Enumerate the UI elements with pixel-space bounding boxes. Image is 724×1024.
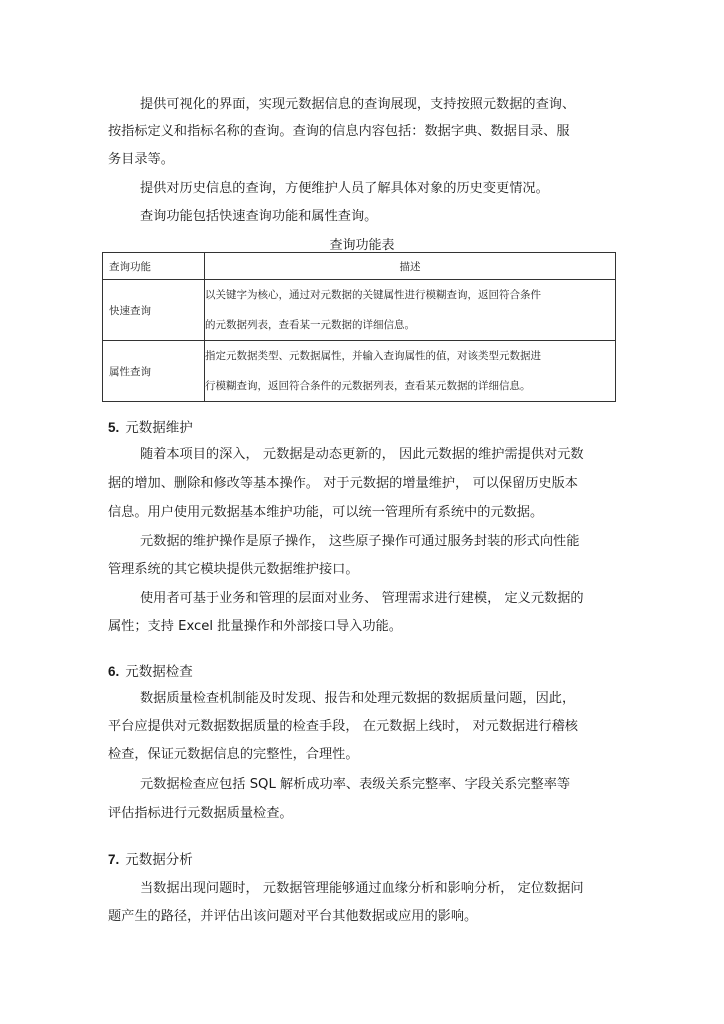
sec5-p1-line-1: 随着本项目的深入， 元数据是动态更新的， 因此元数据的维护需提供对元数 [140, 447, 584, 462]
section-6-heading [108, 660, 193, 680]
table-cell-description [205, 341, 616, 402]
section-6-title: 元数据检查 [125, 664, 193, 680]
query-function-table [102, 252, 616, 402]
sec7-p1-line-1: 当数据出现问题时， 元数据管理能够通过血缘分析和影响分析， 定位数据问 [140, 881, 584, 896]
section-7-title: 元数据分析 [125, 852, 193, 868]
table-header-description: 描述 [205, 253, 616, 280]
sec5-p2-line-1: 元数据的维护操作是原子操作， 这些原子操作可通过服务封装的形式向性能 [140, 534, 580, 549]
sec6-p1-line-2: 平台应提供对元数据数据质量的检查手段， 在元数据上线时， 对元数据进行稽核 [108, 719, 578, 734]
sec7-p1-line-2: 题产生的路径，并评估出该问题对平台其他数据或应用的影响。 [108, 909, 478, 924]
sec6-p2-line-1: 元数据检查应包括 SQL 解析成功率、表级关系完整率、字段关系完整率等 [140, 777, 571, 792]
sec6-p2-line-2: 评估指标进行元数据质量检查。 [108, 806, 293, 821]
table-header-row [103, 253, 616, 280]
sec5-p1-line-3: 信息。用户使用元数据基本维护功能，可以统一管理所有系统中的元数据。 [108, 505, 544, 520]
sec5-p1-line-2: 据的增加、删除和修改等基本操作。 对于元数据的增量维护， 可以保留历史版本 [108, 476, 578, 491]
intro-paragraph-1-line-2: 按指标定义和指标名称的查询。查询的信息内容包括：数据字典、数据目录、服 [108, 124, 570, 139]
intro-paragraph-3: 查询功能包括快速查询功能和属性查询。 [140, 209, 378, 224]
table-cell-description-line: 行模糊查询，返回符合条件的元数据列表，查看某元数据的详细信息。 [205, 380, 531, 392]
sec5-p3-line-2: 属性；支持 Excel 批量操作和外部接口导入功能。 [108, 619, 402, 634]
section-6-number: 6. [108, 664, 120, 679]
section-5-number: 5. [108, 420, 120, 435]
intro-paragraph-1-line-3: 务目录等。 [108, 152, 174, 167]
table-caption: 查询功能表 [329, 238, 395, 253]
section-5-title: 元数据维护 [125, 420, 193, 436]
table-cell-description-line: 的元数据列表，查看某一元数据的详细信息。 [205, 319, 415, 331]
section-7-heading [108, 848, 193, 868]
intro-paragraph-2: 提供对历史信息的查询，方便维护人员了解具体对象的历史变更情况。 [140, 181, 549, 196]
sec6-p1-line-1: 数据质量检查机制能及时发现、报告和处理元数据的数据质量问题，因此， [140, 691, 576, 706]
section-7-number: 7. [108, 852, 120, 867]
table-cell-description-line: 指定元数据类型、元数据属性，并输入查询属性的值，对该类型元数据进 [205, 350, 541, 362]
intro-paragraph-1-line-1: 提供可视化的界面，实现元数据信息的查询展现，支持按照元数据的查询、 [140, 97, 576, 112]
table-row [103, 280, 616, 341]
sec6-p1-line-3: 检查，保证元数据信息的完整性，合理性。 [108, 747, 359, 762]
table-cell-name: 属性查询 [103, 341, 205, 402]
table-header-function: 查询功能 [103, 253, 205, 280]
table-cell-description-line: 以关键字为核心，通过对元数据的关键属性进行模糊查询，返回符合条件 [205, 289, 541, 301]
sec5-p2-line-2: 管理系统的其它模块提供元数据维护接口。 [108, 562, 359, 577]
section-5-heading [108, 416, 193, 436]
sec5-p3-line-1: 使用者可基于业务和管理的层面对业务、 管理需求进行建模， 定义元数据的 [140, 591, 584, 606]
table-cell-name: 快速查询 [103, 280, 205, 341]
table-row [103, 341, 616, 402]
table-cell-description [205, 280, 616, 341]
